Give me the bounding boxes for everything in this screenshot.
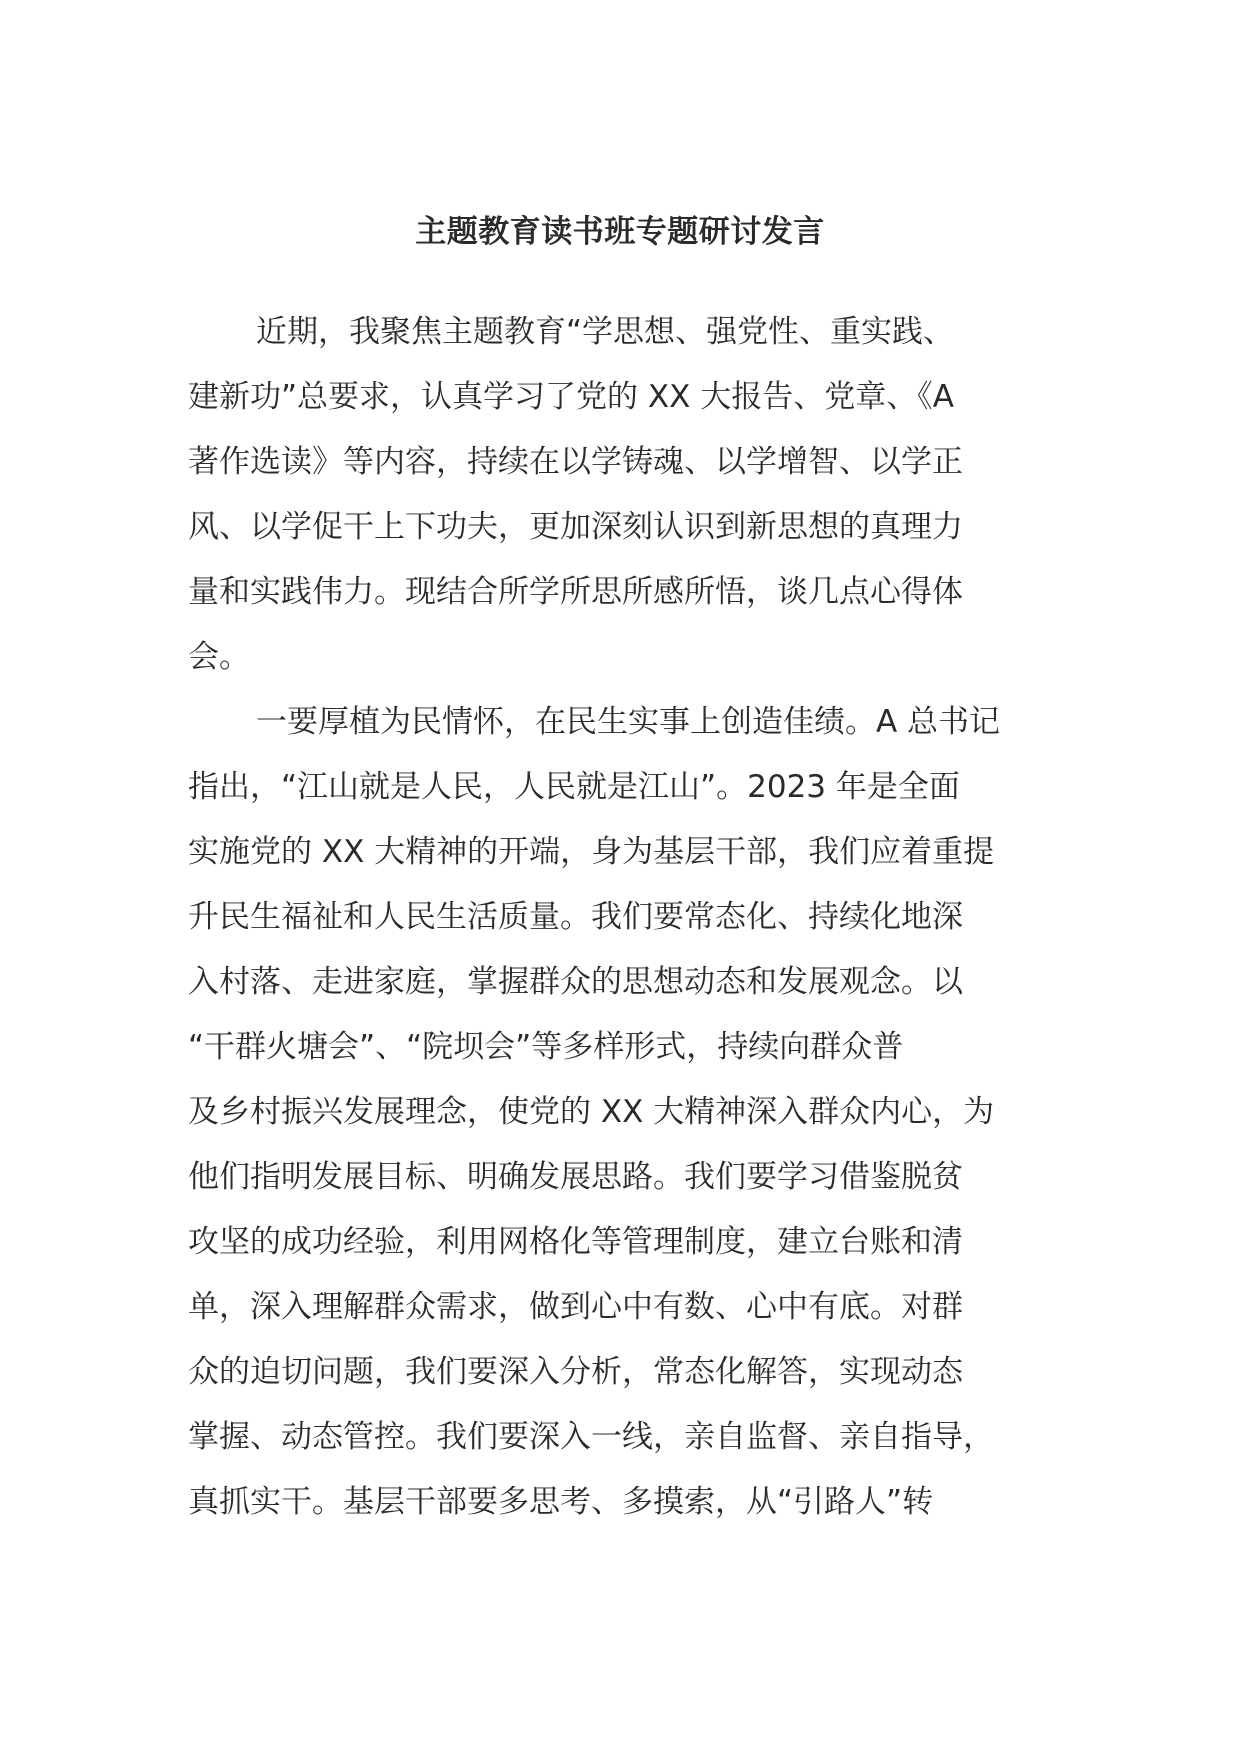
paragraph-2-line-4: 升民生福祉和人民生活质量。我们要常态化、持续化地深: [188, 899, 963, 935]
paragraph-1-line-1: 近期，我聚焦主题教育“学思想、强党性、重实践、: [256, 314, 955, 350]
paragraph-2-line-9: 攻坚的成功经验，利用网格化等管理制度，建立台账和清: [188, 1224, 963, 1260]
paragraph-2-line-1: 一要厚植为民情怀，在民生实事上创造佳绩。A 总书记: [256, 704, 1001, 740]
paragraph-1-line-3: 著作选读》等内容，持续在以学铸魂、以学增智、以学正: [188, 444, 963, 480]
paragraph-1-line-4: 风、以学促干上下功夫，更加深刻认识到新思想的真理力: [188, 509, 963, 545]
paragraph-2-line-3: 实施党的 XX 大精神的开端，身为基层干部，我们应着重提: [188, 834, 995, 870]
document-body: [188, 300, 1240, 1535]
paragraph-1-line-5: 量和实践伟力。现结合所学所思所感所悟，谈几点心得体: [188, 574, 963, 610]
paragraph-2-line-12: 掌握、动态管控。我们要深入一线，亲自监督、亲自指导，: [188, 1419, 994, 1455]
paragraph-1-line-2: 建新功”总要求，认真学习了党的 XX 大报告、党章、《A: [188, 379, 954, 415]
paragraph-1-line-6: 会。: [188, 639, 250, 675]
paragraph-2-line-10: 单，深入理解群众需求，做到心中有数、心中有底。对群: [188, 1289, 963, 1325]
paragraph-2-line-7: 及乡村振兴发展理念，使党的 XX 大精神深入群众内心，为: [188, 1094, 995, 1130]
document-title: 主题教育读书班专题研讨发言: [415, 214, 825, 250]
paragraph-2-line-8: 他们指明发展目标、明确发展思路。我们要学习借鉴脱贫: [188, 1159, 963, 1195]
paragraph-2-line-5: 入村落、走进家庭，掌握群众的思想动态和发展观念。以: [188, 964, 963, 1000]
paragraph-2-line-11: 众的迫切问题，我们要深入分析，常态化解答，实现动态: [188, 1354, 963, 1390]
paragraph-2-line-13: 真抓实干。基层干部要多思考、多摸索，从“引路人”转: [188, 1484, 934, 1520]
paragraph-2-line-2: 指出，“江山就是人民，人民就是江山”。2023 年是全面: [188, 769, 960, 805]
paragraph-2-line-6: “干群火塘会”、“院坝会”等多样形式，持续向群众普: [188, 1029, 904, 1065]
